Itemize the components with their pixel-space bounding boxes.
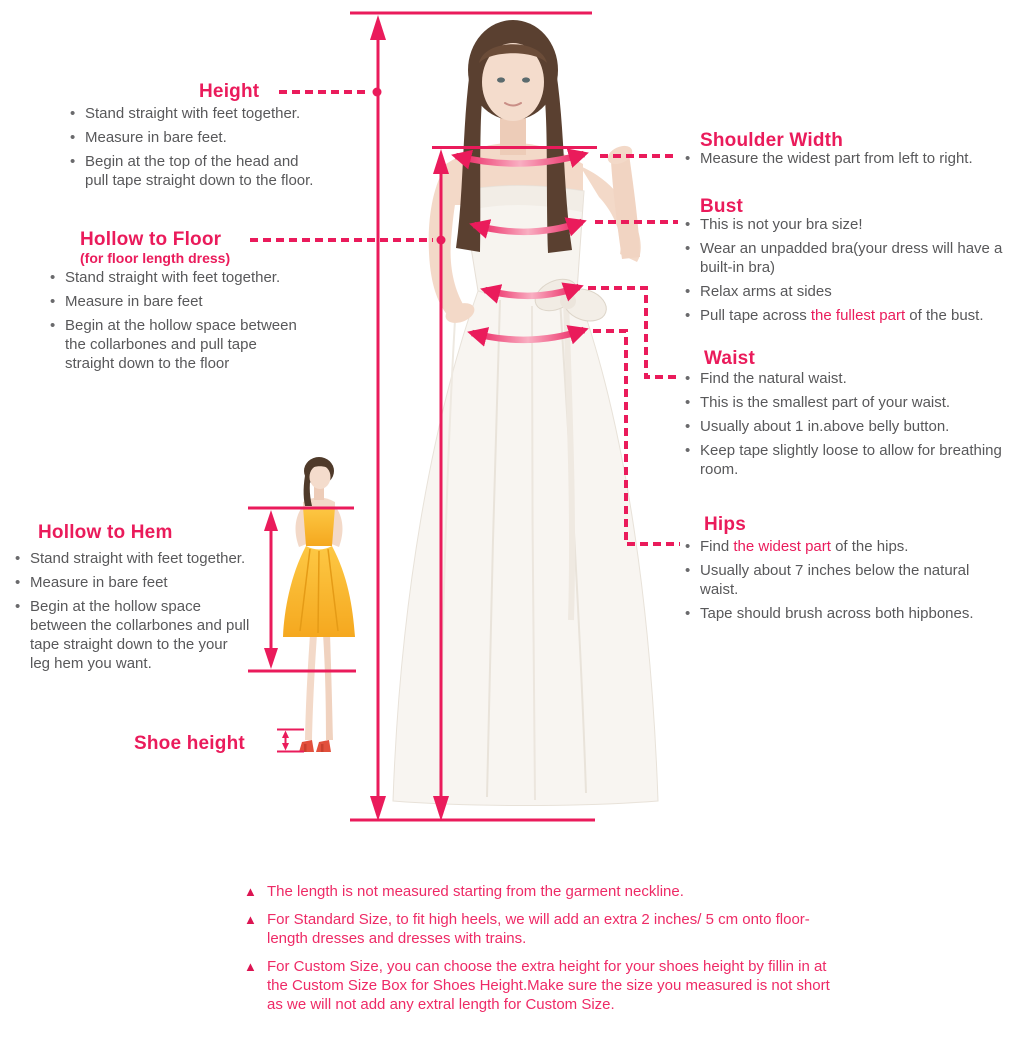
- list-item: • Stand straight with feet together.: [48, 268, 310, 287]
- waist-title: Waist: [704, 348, 755, 369]
- list-item: • Measure in bare feet.: [68, 128, 320, 147]
- shoulder-width-bullets: [683, 149, 1008, 173]
- main-model-illustration: [393, 20, 658, 806]
- list-item: ▲ The length is not measured starting from the garment neckline.: [244, 882, 832, 901]
- list-item: • Usually about 1 in.above belly button.: [683, 417, 1005, 436]
- hollow-to-floor-connector-dot: [437, 236, 446, 245]
- list-item: • Wear an unpadded bra(your dress will have a built-in bra): [683, 239, 1008, 277]
- list-item: • Begin at the hollow space between the collarbones and pull tape straight down to the your leg hem you want.: [13, 597, 251, 673]
- list-item: • Usually about 7 inches below the natural waist.: [683, 561, 1005, 599]
- height-arrow-down: [370, 796, 386, 821]
- waist-bullets: [683, 369, 1005, 484]
- list-item: • Tape should brush across both hipbones.: [683, 604, 1005, 623]
- hollow-to-hem-bullets: [13, 549, 251, 678]
- list-item: ▲ For Standard Size, to fit high heels, we will add an extra 2 inches/ 5 cm onto floor-length dresses and dresses with trains.: [244, 910, 832, 948]
- list-item: • Measure in bare feet: [13, 573, 251, 592]
- list-item: • Stand straight with feet together.: [68, 104, 320, 123]
- height-connector-dot: [373, 88, 382, 97]
- hollow-to-floor-title: Hollow to Floor: [80, 229, 222, 250]
- bust-bullets: [683, 215, 1008, 330]
- shoe-arrow-up: [282, 731, 289, 739]
- hollow-to-floor-arrow-up: [433, 149, 449, 174]
- shoulder-width-title: Shoulder Width: [700, 130, 843, 151]
- list-item: ▲ For Custom Size, you can choose the extra height for your shoes height by fillin in at the Custom Size Box for Shoes Height.Make sure the size you measured is not short as we will not add any extral length for Custom Size.: [244, 957, 832, 1014]
- list-item: • Begin at the top of the head and pull tape straight down to the floor.: [68, 152, 320, 190]
- shoe-arrow-down: [282, 743, 289, 751]
- list-item: • Stand straight with feet together.: [13, 549, 251, 568]
- hollow-to-floor-subtitle: (for floor length dress): [80, 250, 231, 266]
- list-item: • Pull tape across the fullest part of the bust.: [683, 306, 1008, 325]
- footer-notes: [244, 882, 832, 1023]
- shoe-height-title: Shoe height: [134, 733, 245, 754]
- list-item: • Relax arms at sides: [683, 282, 1008, 301]
- height-arrow-up: [370, 15, 386, 40]
- list-item: • Find the widest part of the hips.: [683, 537, 1005, 556]
- list-item: • This is not your bra size!: [683, 215, 1008, 234]
- hollow-to-hem-arrow-up: [264, 510, 278, 531]
- list-item: • Keep tape slightly loose to allow for breathing room.: [683, 441, 1005, 479]
- bust-title: Bust: [700, 196, 744, 217]
- list-item: • Begin at the hollow space between the collarbones and pull tape straight down to the floor: [48, 316, 310, 373]
- list-item: • Measure in bare feet: [48, 292, 310, 311]
- height-bullets: [68, 104, 320, 195]
- hips-bullets: [683, 537, 1005, 628]
- list-item: • This is the smallest part of your waist.: [683, 393, 1005, 412]
- hips-title: Hips: [704, 514, 746, 535]
- hollow-to-floor-arrow-down: [433, 796, 449, 821]
- short-dress-model-illustration: [283, 457, 355, 752]
- hollow-to-hem-arrow-down: [264, 648, 278, 669]
- height-title: Height: [199, 81, 260, 102]
- hollow-to-hem-title: Hollow to Hem: [38, 522, 173, 543]
- list-item: • Find the natural waist.: [683, 369, 1005, 388]
- hollow-to-floor-bullets: [48, 268, 310, 378]
- list-item: • Measure the widest part from left to right.: [683, 149, 1008, 168]
